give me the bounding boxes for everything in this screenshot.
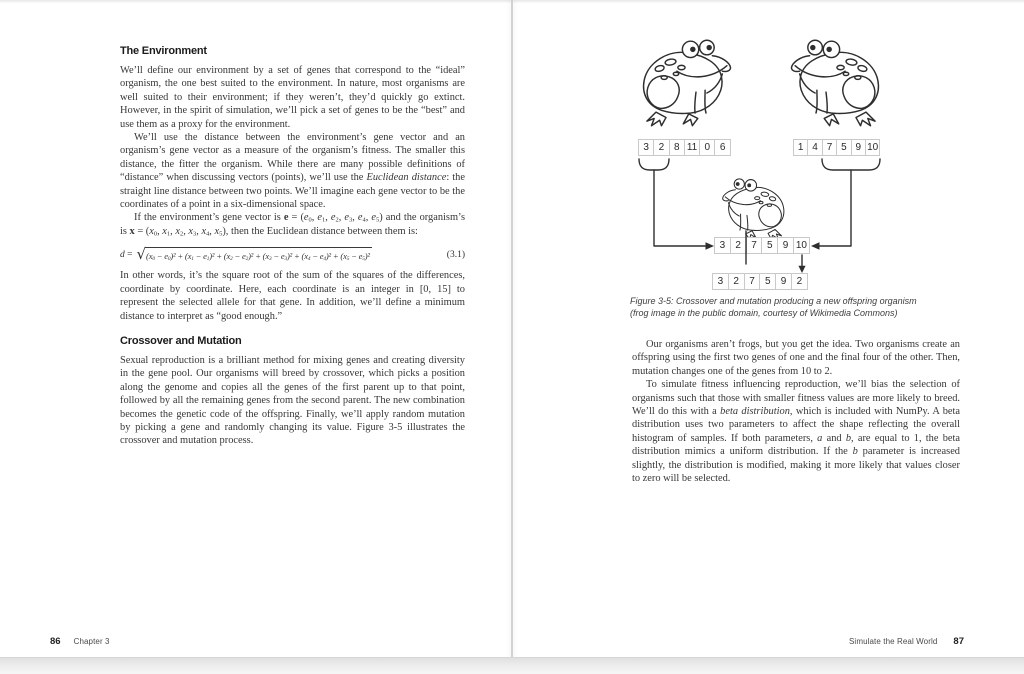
page-number-right: 87 [953, 636, 964, 647]
gene-cell: 3 [638, 139, 654, 156]
gene-cell: 4 [807, 139, 822, 156]
arrowhead-right-icon [706, 242, 715, 250]
gene-cell: 3 [712, 273, 729, 290]
equation-3-1 [120, 245, 465, 264]
connector-parent1-to-offspring [654, 170, 706, 246]
parent2-gene-sequence [793, 139, 880, 156]
equation-lhs: d = [120, 250, 133, 261]
running-head-left: Chapter 3 [73, 637, 110, 646]
gene-cell: 8 [669, 139, 685, 156]
section-heading-crossover: Crossover and Mutation [120, 334, 242, 347]
section-heading-environment: The Environment [120, 45, 207, 57]
figure-3-5 [630, 35, 990, 297]
page-gutter [511, 0, 513, 674]
gene-cell: 9 [851, 139, 866, 156]
connector-parent2-to-offspring [819, 170, 851, 246]
gene-cell: 10 [793, 237, 810, 254]
radical-sign: √ [136, 245, 147, 264]
arrowhead-left-icon [811, 242, 820, 250]
page-bottom-edge [0, 657, 1024, 674]
gene-cell: 9 [775, 273, 792, 290]
gene-cell: 2 [728, 273, 745, 290]
gene-cell: 3 [714, 237, 731, 254]
gene-cell: 2 [653, 139, 669, 156]
gene-cell: 11 [684, 139, 700, 156]
brace-parent2-last-four [822, 159, 880, 170]
gene-cell: 2 [791, 273, 808, 290]
parent1-gene-sequence [638, 139, 731, 156]
equation-number: (3.1) [446, 250, 465, 261]
gene-cell: 7 [822, 139, 837, 156]
gene-cell: 5 [759, 273, 776, 290]
paragraph-environment-4: In other words, it’s the square root of the sum of the squares of the differences, coordinate by coordinate. Here, each coordinate is an integer in [0, 15] to represent the selected allele for that gene. In addition, we’ll define a minimum distance to interpret as “good enough.” [120, 270, 465, 322]
figure-caption: Figure 3-5: Crossover and mutation producing a new offspring organism (frog image in the public domain, courtesy of Wikimedia Commons) [630, 296, 917, 318]
paragraph-environment-1: We’ll define our environment by a set of genes that correspond to the “ideal” organism, the one best suited to the environment. In nature, most organisms are well suited to their environment; if they weren’t, they’d quickly go extinct. However, in the spirit of simulation, we’ll pick a set of genes to be the “best” and use them as a proxy for the environment. [120, 65, 465, 130]
paragraph-crossover-1: Sexual reproduction is a brilliant method for mixing genes and creating diversity in the gene pool. Our organisms will breed by crossover, which picks a position along the genome and copies all the genes of the first parent up to that point, followed by all the remaining genes from the second parent. The new combination becomes the genetic code of the offspring. Finally, we’ll apply random mutation by picking a gene and randomly changing its value. Figure 3-5 illustrates the crossover and mutation process. [120, 354, 465, 447]
paragraph-beta-distribution: To simulate fitness influencing reproduction, we’ll bias the selection of organisms such that those with smaller fitness values are more likely to breed. We’ll do this with a beta distribution, which is included with NumPy. A beta distribution uses two parameters to affect the shape reflecting the overall histogram of samples. If both parameters, a and b, are equal to 1, the beta distribution mimics a uniform distribution. If the b parameter is increased slightly, the distribution is modified, making it more likely that values closer to zero will be selected. [632, 379, 961, 485]
gene-cell: 0 [699, 139, 715, 156]
gene-cell: 7 [746, 237, 763, 254]
running-head-right: Simulate the Real World [849, 637, 938, 646]
equation-radicand: $(x_0 - e_0)^2 + (x_1 - e_1)^2 + (x_2 - e_2)^2 + (x_3 - e_3)^2 + (x_4 - e_4)^2 + (x_5 - e_5)^2$ [145, 247, 372, 261]
parent-frog-right-illustration [786, 37, 886, 129]
mutated-gene-sequence [712, 273, 808, 290]
page-number-left: 86 [50, 636, 61, 647]
offspring-gene-sequence [714, 237, 810, 254]
paragraph-offspring: Our organisms aren’t frogs, but you get the idea. Two organisms create an offspring using the first two genes of one and the final four of the other. Then, mutation changes one of the genes from 10 to 2. [632, 339, 960, 377]
offspring-frog-illustration [718, 177, 790, 241]
paragraph-environment-3: If the environment’s gene vector is $e = (e_0$, $e_1$, $e_2$, $e_3$, $e_4$, $e_5$) and the organism’s is $x = (x_0$, $x_1$, $x_2$, $x_3$, $x_4$, $x_5$), then the Euclidean distance between them is: [120, 212, 465, 238]
gene-cell: 7 [744, 273, 761, 290]
parent-frog-left-illustration [636, 37, 736, 129]
gene-cell: 10 [865, 139, 880, 156]
gene-cell: 9 [777, 237, 794, 254]
paragraph-environment-2: We’ll use the distance between the environment’s gene vector and an organism’s gene vector as a measure of the organism’s fitness. The smaller this distance, the fitter the organism. While there are many possible definitions of “distance” when discussing vectors (points), we’ll use the Euclidean distance: the straight line distance between two points. We’ll imagine each gene vector to be the coordinates of a point in a six-dimensional space. [120, 132, 465, 211]
arrowhead-down-icon [798, 266, 805, 273]
left-text-column [120, 46, 465, 448]
gene-cell: 6 [714, 139, 730, 156]
gene-cell: 1 [793, 139, 808, 156]
right-page-footer [849, 636, 964, 647]
brace-parent1-first-two [639, 159, 669, 170]
gene-cell: 2 [730, 237, 747, 254]
gene-cell: 5 [836, 139, 851, 156]
left-page-footer [50, 636, 110, 647]
gene-cell: 5 [761, 237, 778, 254]
right-text-column [632, 338, 960, 485]
